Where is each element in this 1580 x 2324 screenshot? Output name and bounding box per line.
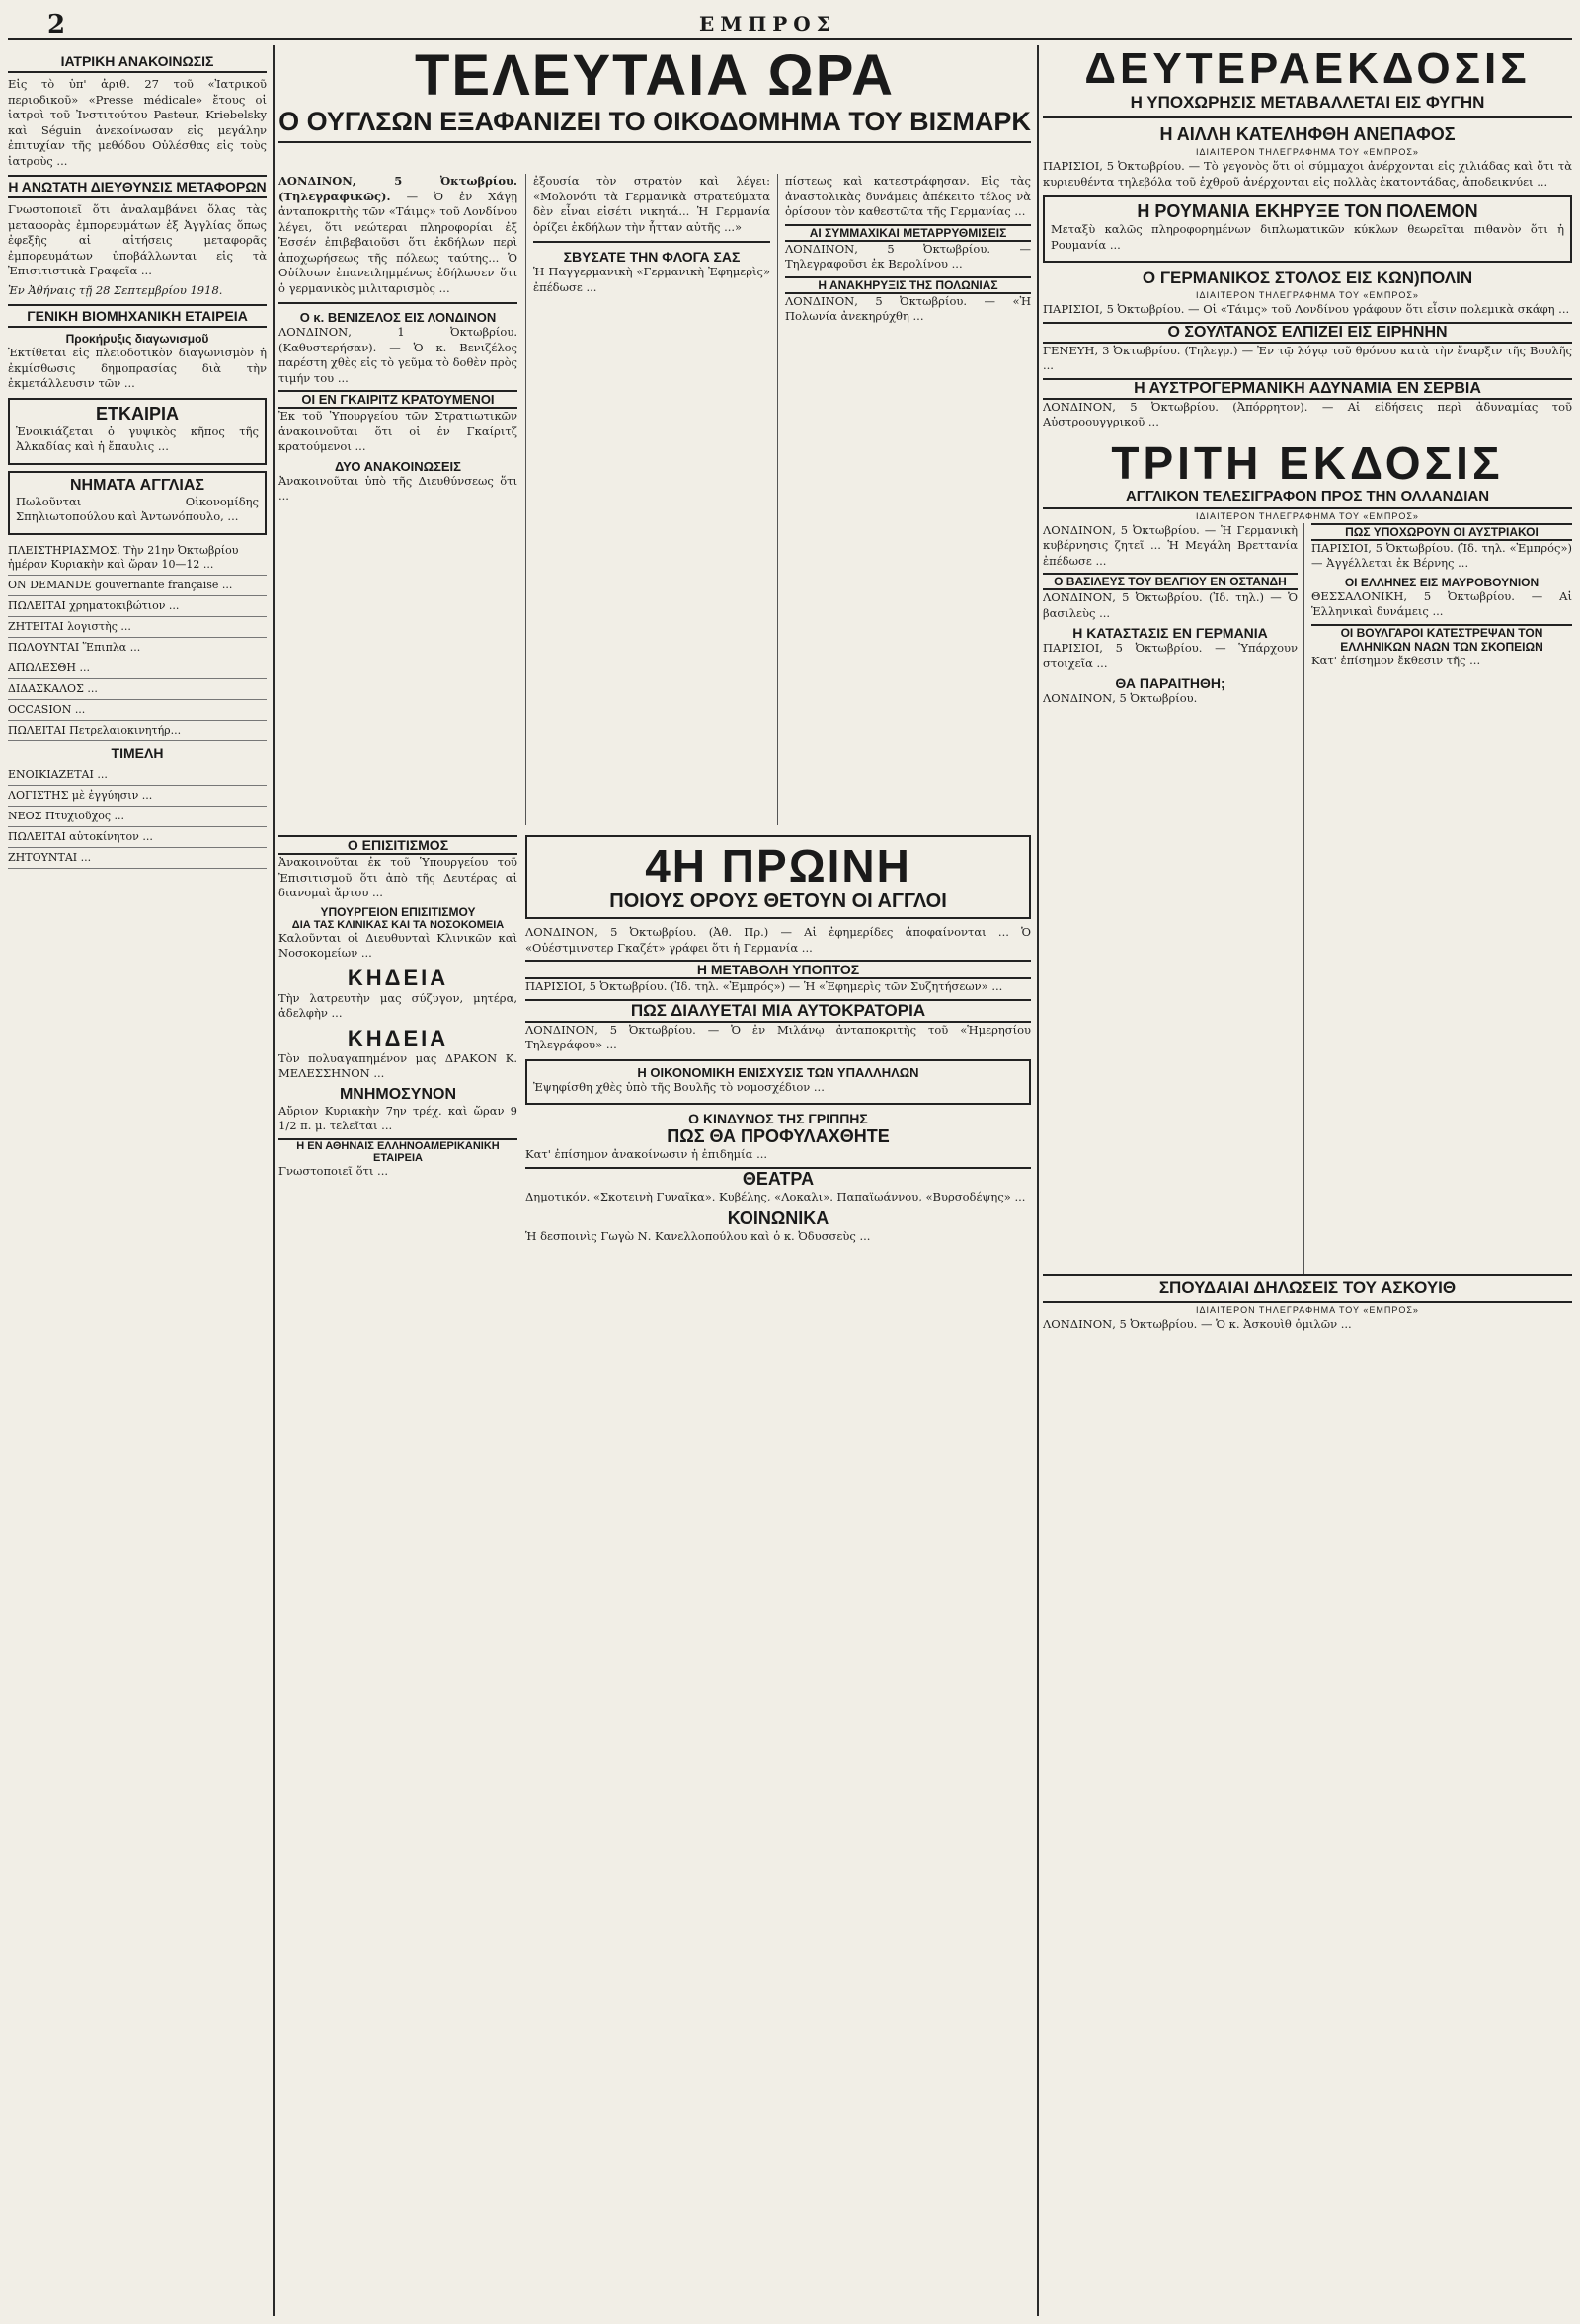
kideia-heading-2: ΚΗΔΕΙΑ bbox=[347, 1025, 449, 1050]
metaforon-heading: Η ΑΝΩΤΑΤΗ ΔΙΕΥΘΥΝΣΙΣ ΜΕΤΑΦΟΡΩΝ bbox=[8, 175, 267, 198]
mnimosyno-heading: ΜΝΗΜΟΣΥΝΟΝ bbox=[339, 1085, 457, 1103]
classified-ad: ΠΩΛΕΙΤΑΙ χρηματοκιβώτιον ... bbox=[8, 596, 267, 617]
side-a-heading: ΠΩΣ ΥΠΟΧΩΡΟΥΝ ΟΙ ΑΥΣΤΡΙΑΚΟΙ bbox=[1311, 523, 1572, 541]
metavoli-text: ΠΑΡΙΣΙΟΙ, 5 Ὀκτωβρίου. (Ἰδ. τηλ. «Ἐμπρός») — Ἡ «Ἐφημερὶς τῶν Συζητήσεων» ... bbox=[525, 979, 1003, 993]
paraitisi-text: ΛΟΝΔΙΝΟΝ, 5 Ὀκτωβρίου. bbox=[1043, 691, 1198, 705]
agency-line: ΙΔΙΑΙΤΕΡΟΝ ΤΗΛΕΓΡΑΦΗΜΑ ΤΟΥ «ΕΜΠΡΟΣ» bbox=[1196, 290, 1419, 300]
classified-ad: ΠΩΛΕΙΤΑΙ Πετρελαιοκινητήρ... bbox=[8, 721, 267, 741]
deftera-sub: Η ΥΠΟΧΩΡΗΣΙΣ ΜΕΤΑΒΑΛΛΕΤΑΙ ΕΙΣ ΦΥΓΗΝ bbox=[1043, 93, 1572, 118]
divider bbox=[278, 302, 517, 304]
divider bbox=[533, 241, 770, 243]
oikonomiki-box bbox=[525, 1059, 1031, 1106]
page-number: 2 bbox=[47, 10, 66, 39]
lead-text: — Ὁ ἐν Χάγῃ ἀνταποκριτὴς τῶν «Τάιμς» τοῦ Λονδίνου λέγει, ὅτι νεώτεραι πληροφορίαι ἐξ Ἑσσέν ἐπιβεβαιοῦσι ὅτι ἐκδήλων περὶ ἀποχωρήσεως τῆς πόλεως ταύτης... Ὁ Οὐίλσων ἐπανειλημμένως ἐδήλωσεν ὅτι ὁ γερμανικὸς μιλιταρισμὸς ... bbox=[278, 189, 517, 295]
column-center bbox=[278, 45, 1031, 2316]
ypourgeio-heading: ΥΠΟΥΡΓΕΙΟΝ ΕΠΙΣΙΤΙΣΜΟΥ bbox=[320, 904, 476, 919]
proini-subtitle: ΠΟΙΟΥΣ ΟΡΟΥΣ ΘΕΤΟΥΝ ΟΙ ΑΓΓΛΟΙ bbox=[609, 891, 947, 912]
timeli-heading: ΤΙΜΕΛΗ bbox=[111, 744, 164, 761]
flox-heading: ΣΒΥΣΑΤΕ ΤΗΝ ΦΛΟΓΑ ΣΑΣ bbox=[563, 249, 741, 265]
headline-teleftaia: ΤΕΛΕΥΤΑΙΑ ΩΡΑ bbox=[414, 45, 896, 108]
column-left bbox=[8, 45, 267, 2316]
etkairia-heading: ΕΤΚΑΙΡΙΑ bbox=[95, 403, 179, 424]
column-split bbox=[525, 174, 526, 825]
roumania-heading: Η ΡΟΥΜΑΝΙΑ ΕΚΗΡΥΞΕ ΤΟΝ ΠΟΛΕΜΟΝ bbox=[1137, 201, 1478, 221]
adynamia-text: ΛΟΝΔΙΝΟΝ, 5 Ὀκτωβρίου. (Ἀπόρρητον). — Αἱ εἰδήσεις περὶ ἀδυναμίας τοῦ Αὐστροουγγρικοῦ ... bbox=[1043, 399, 1572, 428]
iatriki-text: Εἰς τὸ ὑπ' ἀριθ. 27 τοῦ «Ἰατρικοῦ περιοδικοῦ» «Presse médicale» ἔτους οἱ ἰατροὶ τοῦ Ἰνστιτούτου Pasteur, Kriebelsky καὶ Séguin ἀνεκοίνωσαν εἰς μεγάλην ἐπιτυχίαν τῆς μεθόδου Οὐλέσθας εἰς τοὺς ἰατροὺς ... bbox=[8, 77, 267, 168]
etkairia-text: Ἐνοικιάζεται ὁ γυψικὸς κῆπος τῆς Ἀλκαδίας καὶ ἡ ἔπαυλις ... bbox=[16, 424, 259, 453]
avtokratoria-heading: ΠΩΣ ΔΙΑΛΥΕΤΑΙ ΜΙΑ ΑΥΤΟΚΡΑΤΟΡΙΑ bbox=[525, 999, 1031, 1023]
column-split bbox=[777, 174, 778, 825]
classified-ad: OCCASION ... bbox=[8, 700, 267, 721]
triti-col-b bbox=[1311, 523, 1572, 673]
column-rule bbox=[1037, 45, 1039, 2316]
classified-ad: ON DEMANDE gouvernante française ... bbox=[8, 576, 267, 596]
nimata-text: Πωλοῦνται Οἰκονομίδης Σπηλιωτοπούλου καὶ Ἀντωνόπουλο, ... bbox=[16, 494, 259, 523]
koinonika-heading: ΚΟΙΝΩΝΙΚΑ bbox=[727, 1208, 830, 1228]
oikonomiki-heading: Η ΟΙΚΟΝΟΜΙΚΗ ΕΝΙΣΧΥΣΙΣ ΤΩΝ ΥΠΑΛΛΗΛΩΝ bbox=[637, 1064, 919, 1080]
triti-body bbox=[1043, 523, 1572, 1274]
polonia-heading: Η ΑΝΑΚΗΡΥΞΙΣ ΤΗΣ ΠΟΛΩΝΙΑΣ bbox=[785, 276, 1031, 294]
polonia-text: ΛΟΝΔΙΝΟΝ, 5 Ὀκτωβρίου. — «Ἡ Πολωνία ἀνεκηρύχθη ... bbox=[785, 293, 1031, 323]
classified-ad: ΛΟΓΙΣΤΗΣ μὲ ἐγγύησιν ... bbox=[8, 786, 267, 807]
theatra-heading: ΘΕΑΤΡΑ bbox=[525, 1167, 1031, 1190]
center-lower-left bbox=[278, 835, 517, 2316]
stolos-heading: Ο ΓΕΡΜΑΝΙΚΟΣ ΣΤΟΛΟΣ ΕΙΣ ΚΩΝ)ΠΟΛΙΝ bbox=[1142, 269, 1473, 287]
flox-text: Ἡ Παγγερμανικὴ «Γερμανικὴ Ἐφημερὶς» ἐπέδωσε ... bbox=[533, 265, 770, 294]
iatriki-heading: ΙΑΤΡΙΚΗ ΑΝΑΚΟΙΝΩΣΙΣ bbox=[8, 51, 267, 73]
askouith-text: ΛΟΝΔΙΝΟΝ, 5 Ὀκτωβρίου. — Ὁ κ. Ἀσκουὶθ ὁμιλῶν ... bbox=[1043, 1316, 1352, 1331]
side-a-text: ΠΑΡΙΣΙΟΙ, 5 Ὀκτωβρίου. (Ἰδ. τηλ. «Ἐμπρός») — Ἀγγέλλεται ἐκ Βέρνης ... bbox=[1311, 540, 1572, 570]
paraitisi-heading: ΘΑ ΠΑΡΑΙΤΗΘΗ; bbox=[1115, 675, 1225, 691]
triti-sub: ΑΓΓΛΙΚΟΝ ΤΕΛΕΣΙΓΡΑΦΟΝ ΠΡΟΣ ΤΗΝ ΟΛΛΑΝΔΙΑΝ bbox=[1043, 488, 1572, 509]
katastasis-text: ΠΑΡΙΣΙΟΙ, 5 Ὀκτωβρίου. — Ὑπάρχουν στοιχεῖα ... bbox=[1043, 641, 1298, 670]
col3a-text: πίστεως καὶ κατεστράφησαν. Εἰς τὰς ἀναστολικὰς δυνάμεις ἀπέκειτο τέλος νὰ ὁρίσουν τὸν καθεστῶτα τῆς Γερμανίας ... bbox=[785, 174, 1031, 218]
newspaper-page bbox=[8, 8, 1572, 2316]
metavoli-heading: Η ΜΕΤΑΒΟΛΗ ΥΠΟΠΤΟΣ bbox=[525, 960, 1031, 979]
col2b-text: ἐξουσία τὸν στρατὸν καὶ λέγει: «Μολονότι τὰ Γερμανικὰ στρατεύματα δὲν εἶναι εἰσέτι νικητά... Ἡ Γερμανία ὁρίζει ἐκδήλων τὴν ἧτταν αὐτῆς ...» bbox=[533, 174, 770, 234]
athinai-heading: Η ΕΝ ΑΘΗΝΑΙΣ ΕΛΛΗΝΟΑΜΕΡΙΚΑΝΙΚΗ ΕΤΑΙΡΕΙΑ bbox=[278, 1138, 517, 1164]
kideia-heading: ΚΗΔΕΙΑ bbox=[347, 965, 449, 990]
paper-name: ΕΜΠΡΟΣ bbox=[699, 12, 836, 36]
side-b-heading: ΟΙ ΕΛΛΗΝΕΣ ΕΙΣ ΜΑΥΡΟΒΟΥΝΙΟΝ bbox=[1344, 575, 1540, 589]
symmaxiki-heading: ΑΙ ΣΥΜΜΑΧΙΚΑΙ ΜΕΤΑΡΡΥΘΜΙΣΕΙΣ bbox=[785, 224, 1031, 242]
metaforon-sign: Ἐν Ἀθήναις τῇ 28 Σεπτεμβρίου 1918. bbox=[8, 282, 223, 297]
stolos-text: ΠΑΡΙΣΙΟΙ, 5 Ὀκτωβρίου. — Οἱ «Τάιμς» τοῦ Λονδίνου γράφουν ὅτι εἶσιν πολεμικὰ σκάφη ... bbox=[1043, 302, 1570, 316]
metaforon-text: Γνωστοποιεῖ ὅτι ἀναλαμβάνει ὅλας τὰς μεταφορὰς ἐμπορευμάτων ἐξ Ἀγγλίας ὅπως ἐφεξῆς αἱ αἰτήσεις μεταφορᾶς ἐμπορευμάτων ὑποβάλλωνται εἰς τὰ Ἐπισιτιστικὰ Γραφεῖα ... bbox=[8, 202, 267, 277]
lead-col-b bbox=[533, 174, 770, 299]
proini-box bbox=[525, 835, 1031, 919]
grippi-text: Κατ' ἐπίσημον ἀνακοίνωσιν ἡ ἐπιδημία ... bbox=[525, 1147, 768, 1161]
soultanos-text: ΓΕΝΕΥΗ, 3 Ὀκτωβρίου. (Τηλεγρ.) — Ἐν τῷ λόγῳ τοῦ θρόνου κατὰ τὴν ἔναρξιν τῆς Βουλῆς ... bbox=[1043, 343, 1572, 372]
agency-line: ΙΔΙΑΙΤΕΡΟΝ ΤΗΛΕΓΡΑΦΗΜΑ ΤΟΥ «ΕΜΠΡΟΣ» bbox=[1196, 147, 1419, 157]
triti-text: ΛΟΝΔΙΝΟΝ, 5 Ὀκτωβρίου. — Ἡ Γερμανικὴ κυβέρνησις ζητεῖ ... Ἡ Μεγάλη Βρεττανία ἐπέδωσε ... bbox=[1043, 522, 1298, 568]
center-lower-right bbox=[525, 835, 1031, 2316]
venizelos-heading: Ο κ. ΒΕΝΙΖΕΛΟΣ ΕΙΣ ΛΟΝΔΙΝΟΝ bbox=[299, 310, 497, 325]
katastasis-heading: Η ΚΑΤΑΣΤΑΣΙΣ ΕΝ ΓΕΡΜΑΝΙΑ bbox=[1072, 625, 1268, 641]
avtokratoria-text: ΛΟΝΔΙΝΟΝ, 5 Ὀκτωβρίου. — Ὁ ἐν Μιλάνῳ ἀνταποκριτὴς τοῦ «Ἡμερησίου Τηλεγράφου» ... bbox=[525, 1022, 1031, 1051]
etaireia-text: Ἐκτίθεται εἰς πλειοδοτικὸν διαγωνισμὸν ἡ ἐκμίσθωσις δημοπρασίας διὰ τὴν ἐκμετάλλευσιν τῶν ... bbox=[8, 346, 267, 390]
classified-ad: ΝΕΟΣ Πτυχιοῦχος ... bbox=[8, 807, 267, 827]
agency-line: ΙΔΙΑΙΤΕΡΟΝ ΤΗΛΕΓΡΑΦΗΜΑ ΤΟΥ «ΕΜΠΡΟΣ» bbox=[1196, 1304, 1419, 1315]
classified-ad: ΕΝΟΙΚΙΑΖΕΤΑΙ ... bbox=[8, 765, 267, 786]
lead-col-c bbox=[785, 174, 1031, 329]
askouith-heading: ΣΠΟΥΔΑΙΑΙ ΔΗΛΩΣΕΙΣ ΤΟΥ ΑΣΚΟΥΙΘ bbox=[1043, 1274, 1572, 1303]
symmaxiki-text: ΛΟΝΔΙΝΟΝ, 5 Ὀκτωβρίου. — Τηλεγραφοῦσι ἐκ Βερολίνου ... bbox=[785, 241, 1031, 271]
adynamia-heading: Η ΑΥΣΤΡΟΓΕΡΜΑΝΙΚΗ ΑΔΥΝΑΜΙΑ ΕΝ ΣΕΡΒΙΑ bbox=[1043, 378, 1572, 400]
proini-heading: 4Η ΠΡΩΙΝΗ bbox=[645, 840, 911, 891]
garibaldi-heading: ΟΙ ΕΝ ΓΚΑΙΡΙΤΖ ΚΡΑΤΟΥΜΕΝΟΙ bbox=[278, 390, 517, 409]
proini-text: ΛΟΝΔΙΝΟΝ, 5 Ὀκτωβρίου. (Ἀθ. Πρ.) — Αἱ ἐφημερίδες ἀποφαίνονται ... Ὁ «Οὐέστμινστερ Γκαζέτ» γράφει ὅτι ἡ Γερμανία ... bbox=[525, 925, 1031, 955]
masthead bbox=[8, 8, 1572, 40]
episitismos-text: Ἀνακοινοῦται ἐκ τοῦ Ὑπουργείου τοῦ Ἐπισιτισμοῦ ὅτι ἀπὸ τῆς Δευτέρας αἱ διανομαὶ ἄρτου ... bbox=[278, 855, 517, 899]
roumania-text: Μεταξὺ καλῶς πληροφορημένων διπλωματικῶν κύκλων θεωρεῖται πιθανὸν ὅτι ἡ Ρουμανία ... bbox=[1051, 222, 1564, 252]
oikonomiki-text: Ἐψηφίσθη χθὲς ὑπὸ τῆς Βουλῆς τὸ νομοσχέδιον ... bbox=[533, 1079, 825, 1094]
classified-ad: ΠΩΛΟΥΝΤΑΙ Ἕπιπλα ... bbox=[8, 638, 267, 658]
nimata-box bbox=[8, 471, 267, 535]
etkairia-box bbox=[8, 398, 267, 465]
ypourgeio-text: Καλοῦνται οἱ Διευθυνταὶ Κλινικῶν καὶ Νοσοκομείων ... bbox=[278, 930, 517, 960]
side-c-text: Κατ' ἐπίσημον ἔκθεσιν τῆς ... bbox=[1311, 653, 1481, 667]
triti-col-a bbox=[1043, 523, 1298, 711]
etaireia-heading: ΓΕΝΙΚΗ ΒΙΟΜΗΧΑΝΙΚΗ ΕΤΑΙΡΕΙΑ bbox=[8, 304, 267, 328]
column-right bbox=[1043, 45, 1572, 2316]
garibaldi-text: Ἐκ τοῦ Ὑπουργείου τῶν Στρατιωτικῶν ἀνακοινοῦται ὅτι οἱ ἐν Γκαίριτζ κρατούμενοι ... bbox=[278, 409, 517, 453]
ypourgeio-sub: ΔΙΑ ΤΑΣ ΚΛΙΝΙΚΑΣ ΚΑΙ ΤΑ ΝΟΣΟΚΟΜΕΙΑ bbox=[291, 918, 505, 931]
column-rule bbox=[273, 45, 275, 2316]
dyo-anak-text: Ἀνακοινοῦται ὑπὸ τῆς Διευθύνσεως ὅτι ... bbox=[278, 473, 517, 503]
classified-ad: ΑΠΩΛΕΣΘΗ ... bbox=[8, 658, 267, 679]
classified-ad: ΠΛΕΙΣΤΗΡΙΑΣΜΟΣ. Τὴν 21ην Ὀκτωβρίου ἡμέραν Κυριακὴν καὶ ὥραν 10—12 ... bbox=[8, 541, 267, 576]
theatra-text: Δημοτικόν. «Σκοτεινὴ Γυναῖκα». Κυβέλης, «Λοκαλι». Παπαϊωάννου, «Βυρσοδέψης» ... bbox=[525, 1189, 1026, 1203]
aillis-heading: Η ΑΙΛΛΗ ΚΑΤΕΛΗΦΘΗ ΑΝΕΠΑΦΟΣ bbox=[1159, 124, 1456, 144]
lead-col-a bbox=[278, 174, 517, 508]
koinonika-text: Ἡ δεσποινὶς Γωγὼ Ν. Κανελλοπούλου καὶ ὁ κ. Ὀδυσσεὺς ... bbox=[525, 1229, 871, 1243]
lead-body bbox=[278, 174, 1031, 825]
athinai-text: Γνωστοποιεῖ ὅτι ... bbox=[278, 1163, 389, 1178]
dyo-anak-heading: ΔΥΟ ΑΝΑΚΟΙΝΩΣΕΙΣ bbox=[335, 458, 461, 474]
episitismos-heading: Ο ΕΠΙΣΙΤΙΣΜΟΣ bbox=[278, 835, 517, 855]
classified-ad: ΖΗΤΟΥΝΤΑΙ ... bbox=[8, 848, 267, 869]
grippi-subtitle: ΠΩΣ ΘΑ ΠΡΟΦΥΛΑΧΘΗΤΕ bbox=[667, 1126, 890, 1146]
vasilefs-text: ΛΟΝΔΙΝΟΝ, 5 Ὀκτωβρίου. (Ἰδ. τηλ.) — Ὁ βασιλεὺς ... bbox=[1043, 590, 1298, 620]
vasilefs-heading: Ο ΒΑΣΙΛΕΥΣ ΤΟΥ ΒΕΛΓΙΟΥ ΕΝ ΟΣΤΑΝΔΗ bbox=[1043, 573, 1298, 590]
classified-ad: ΖΗΤΕΙΤΑΙ λογιστὴς ... bbox=[8, 617, 267, 638]
kideia-text: Τὴν λατρευτὴν μας σύζυγον, μητέρα, ἀδελφὴν ... bbox=[278, 990, 517, 1020]
side-c-heading: ΟΙ ΒΟΥΛΓΑΡΟΙ ΚΑΤΕΣΤΡΕΨΑΝ ΤΟΝ ΕΛΛΗΝΙΚΩΝ ΝΑΩΝ ΤΩΝ ΣΚΟΠΕΙΩΝ bbox=[1311, 624, 1572, 654]
grippi-heading: Ο ΚΙΝΔΥΝΟΣ ΤΗΣ ΓΡΙΠΠΗΣ bbox=[688, 1111, 868, 1126]
venizelos-text: ΛΟΝΔΙΝΟΝ, 1 Ὀκτωβρίου. (Καθυστερήσαν). — Ὁ κ. Βενιζέλος παρέστη χθὲς εἰς τὸ γεῦμα τὸ δοθὲν πρὸς τιμήν του ... bbox=[278, 325, 517, 385]
side-b-text: ΘΕΣΣΑΛΟΝΙΚΗ, 5 Ὀκτωβρίου. — Αἱ Ἑλληνικαὶ δυνάμεις ... bbox=[1311, 588, 1572, 618]
kideia-text-2: Τὸν πολυαγαπημένον μας ΔΡΑΚΟΝ Κ. ΜΕΛΕΣΣΗΝΟΝ ... bbox=[278, 1050, 517, 1080]
agency-line: ΙΔΙΑΙΤΕΡΟΝ ΤΗΛΕΓΡΑΦΗΜΑ ΤΟΥ «ΕΜΠΡΟΣ» bbox=[1196, 510, 1419, 521]
deftera-heading: ΔΕΥΤΕΡΑΕΚΔΟΣΙΣ bbox=[1084, 45, 1531, 93]
mnimosyno-text: Αὔριον Κυριακὴν 7ην τρέχ. καὶ ὥραν 9 1/2 π. μ. τελεῖται ... bbox=[278, 1103, 517, 1132]
nimata-heading: ΝΗΜΑΤΑ ΑΓΓΛΙΑΣ bbox=[70, 476, 204, 494]
soultanos-heading: Ο ΣΟΥΛΤΑΝΟΣ ΕΛΠΙΖΕΙ ΕΙΣ ΕΙΡΗΝΗΝ bbox=[1043, 322, 1572, 344]
classified-ad: ΔΙΔΑΣΚΑΛΟΣ ... bbox=[8, 679, 267, 700]
triti-heading: ΤΡΙΤΗ ΕΚΔΟΣΙΣ bbox=[1111, 436, 1504, 489]
etaireia-sub: Προκήρυξις διαγωνισμοῦ bbox=[65, 332, 209, 346]
classified-ad: ΠΩΛΕΙΤΑΙ αὐτοκίνητον ... bbox=[8, 827, 267, 848]
lead-title: Ο ΟΥΓΛΣΩΝ ΕΞΑΦΑΝΙΖΕΙ ΤΟ ΟΙΚΟΔΟΜΗΜΑ ΤΟΥ ΒΙΣΜΑΡΚ bbox=[278, 107, 1031, 143]
roumania-box bbox=[1043, 195, 1572, 263]
aillis-text: ΠΑΡΙΣΙΟΙ, 5 Ὀκτωβρίου. — Τὸ γεγονὸς ὅτι οἱ σύμμαχοι ἀνέρχονται εἰς χιλιάδας καὶ ὅτι τὰ κυριευθέντα τηλεβόλα τοῦ ἐχθροῦ ἀνέρχονται εἰς πολλὰς ἑκατοντάδας, ἀποδεικνύει ... bbox=[1043, 159, 1572, 189]
lead-dateline: ΛΟΝΔΙΝΟΝ, 5 Ὀκτωβρίου. (Τηλεγραφικῶς). bbox=[278, 174, 517, 203]
